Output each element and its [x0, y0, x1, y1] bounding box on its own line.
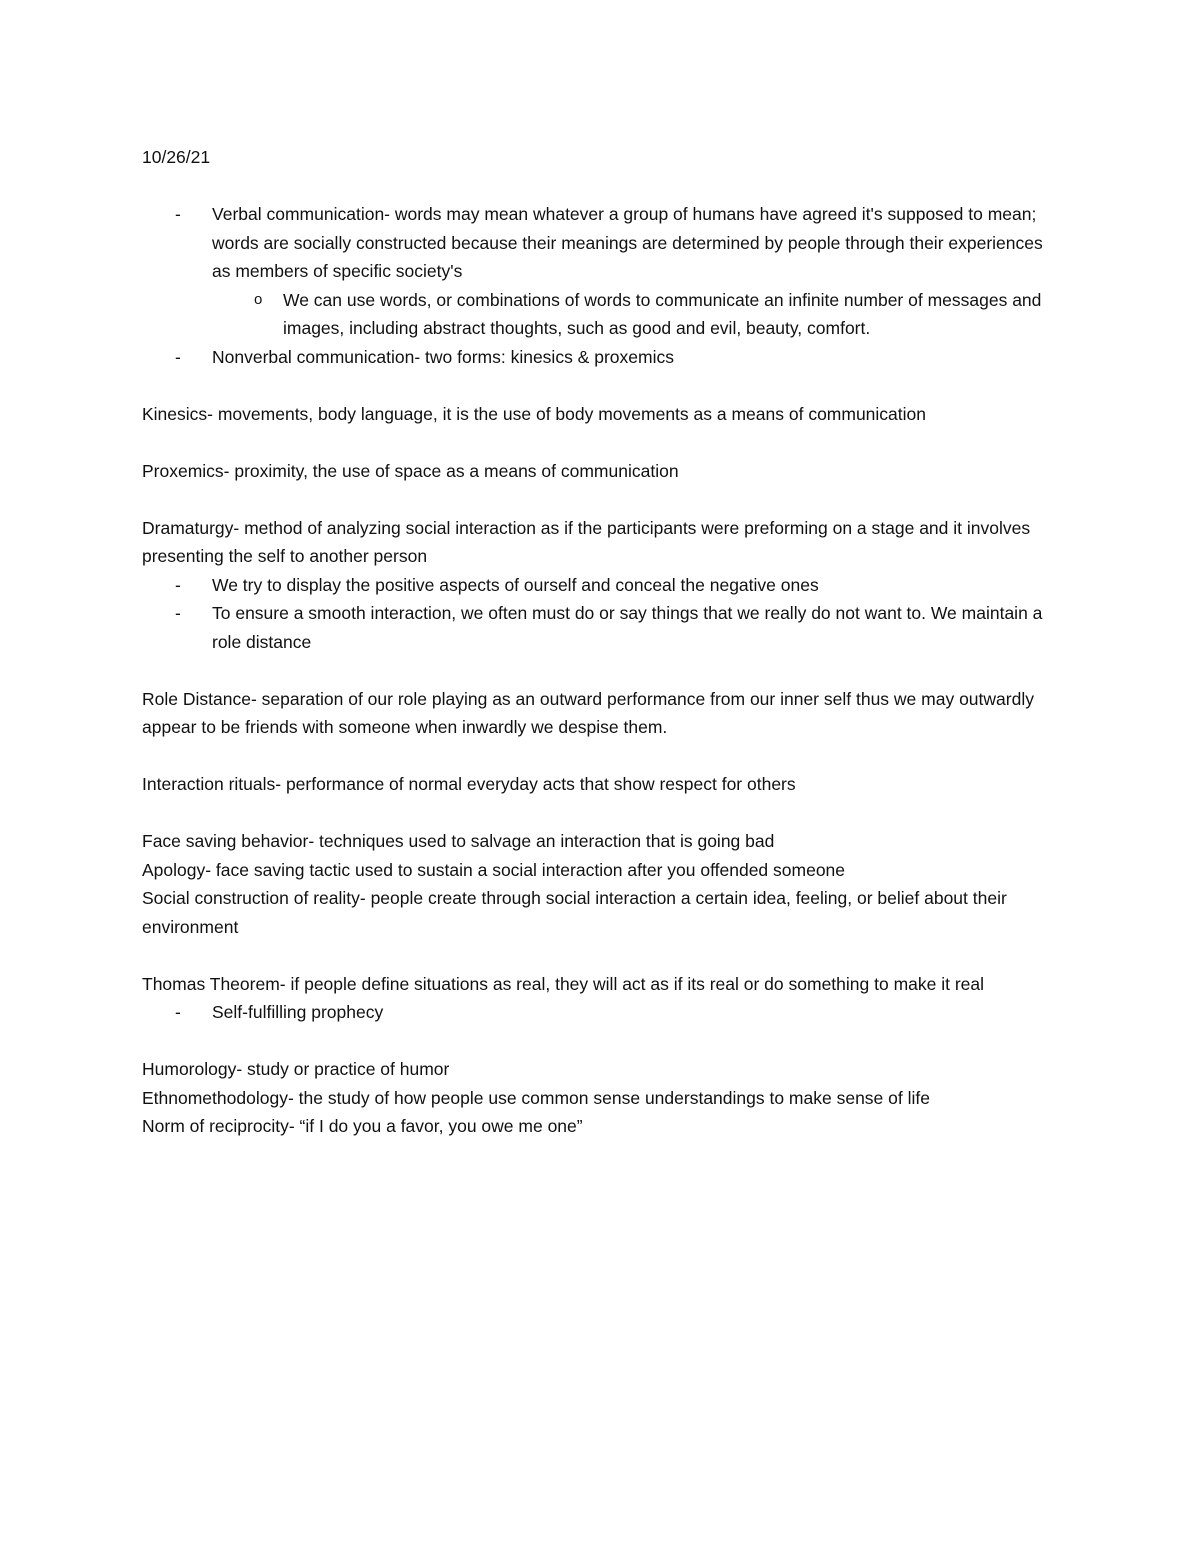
dash-bullet-icon: -: [175, 204, 181, 224]
spacer: [142, 656, 1062, 685]
bullet-text: Verbal communication- words may mean whatever a group of humans have agreed it's supposed to mean; words are socially constructed because their meanings are determined by people through their experiences as members of specific society's: [212, 204, 1043, 281]
notes-content: [142, 143, 1062, 1141]
definition-norm-of-reciprocity: Norm of reciprocity- “if I do you a favor, you owe me one”: [142, 1116, 583, 1136]
bullet-text: We try to display the positive aspects of ourself and conceal the negative ones: [212, 574, 819, 595]
bullet-smooth-interaction: [142, 599, 1062, 656]
definition-proxemics: Proxemics- proximity, the use of space as a means of communication: [142, 460, 679, 481]
spacer: [142, 1027, 1062, 1056]
definition-role-distance: Role Distance- separation of our role playing as an outward performance from our inner self thus we may outwardly appear to be friends with someone when inwardly we despise them.: [142, 688, 1034, 737]
definition-social-construction: Social construction of reality- people create through social interaction a certain idea, feeling, or belief about their environment: [142, 888, 1007, 937]
definition-ethnomethodology: Ethnomethodology- the study of how people use common sense understandings to make sense of life: [142, 1087, 930, 1108]
definition-thomas-theorem: Thomas Theorem- if people define situations as real, they will act as if its real or do something to make it real: [142, 973, 985, 994]
definition-apology: Apology- face saving tactic used to sustain a social interaction after you offended someone: [142, 859, 846, 880]
spacer: [142, 941, 1062, 970]
dash-bullet-icon: -: [175, 346, 181, 367]
spacer: [142, 742, 1062, 771]
definition-dramaturgy: Dramaturgy- method of analyzing social interaction as if the participants were preforming on a stage and it involves presenting the self to another person: [142, 517, 1031, 566]
dash-bullet-icon: -: [175, 1002, 181, 1022]
spacer: [142, 371, 1062, 400]
definition-interaction-rituals: Interaction rituals- performance of normal everyday acts that show respect for others: [142, 774, 796, 794]
dash-bullet-icon: -: [175, 603, 181, 623]
definition-humorology: Humorology- study or practice of humor: [142, 1059, 450, 1079]
spacer: [142, 428, 1062, 457]
spacer: [142, 799, 1062, 828]
bullet-self-fulfilling: [142, 998, 1062, 1027]
bullet-text: Nonverbal communication- two forms: kinesics & proxemics: [212, 346, 674, 367]
bullet-text: Self-fulfilling prophecy: [212, 1002, 384, 1022]
spacer: [142, 172, 1062, 201]
sub-bullet-words: [142, 286, 1062, 343]
dash-bullet-icon: -: [175, 574, 181, 595]
bullet-positive-aspects: [142, 571, 1062, 600]
sub-bullet-text: We can use words, or combinations of words to communicate an infinite number of messages and images, including abstract thoughts, such as good and evil, beauty, comfort.: [283, 289, 1042, 338]
bullet-nonverbal-communication: [142, 343, 1062, 372]
definition-face-saving: Face saving behavior- techniques used to salvage an interaction that is going bad: [142, 831, 775, 851]
bullet-verbal-communication: [142, 200, 1062, 286]
note-date: 10/26/21: [142, 147, 211, 167]
bullet-text: To ensure a smooth interaction, we often must do or say things that we really do not want to. We maintain a role distance: [212, 603, 1043, 652]
definition-kinesics: Kinesics- movements, body language, it is the use of body movements as a means of communication: [142, 403, 927, 424]
circle-bullet-icon: o: [254, 290, 263, 308]
spacer: [142, 485, 1062, 514]
